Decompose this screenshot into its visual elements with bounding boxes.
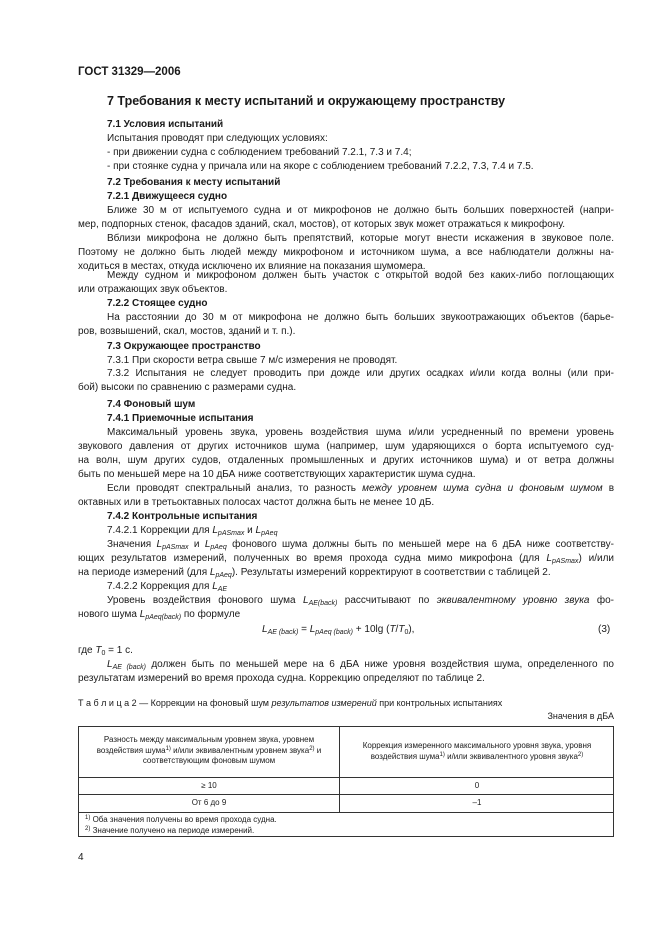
- paragraph-line: Уровень воздействия фонового шума $L_{AE(back)}$ рассчитывают по эквивалентному уровню звука фо-: [107, 595, 615, 607]
- where-clause: где $T_0 = 1$ с.: [78, 645, 133, 657]
- paragraph-line: Значения $L_{pASmax}$ и $L_{pAeq}$ фонового шума должны быть по меньшей мере на 6 дБА ниже соответству-: [107, 539, 614, 551]
- heading-7-4-2-2: 7.4.2.2 Коррекция для $L_{AE}$: [107, 581, 228, 593]
- paragraph-line: ров, возвышений, скал, мостов, зданий и т. п.).: [78, 326, 296, 337]
- paragraph-line: бой) высоки по сравнению с размерами судна.: [78, 382, 297, 393]
- table-cell: От 6 до 9: [191, 798, 227, 807]
- table-footnote-1: $^{1)}$ Оба значения получены во время прохода судна.: [85, 815, 277, 824]
- table-header-difference: Разность между максимальным уровнем звука, уровнем воздействия шума$^{1)}$ и/или эквивалентным уровнем звука$^{2)}$ и соответствующим фоновым шумом: [96, 735, 322, 765]
- paragraph-line: на периоде измерений (для $L_{pAeq}$). Результаты измерений корректируют в соответствии с таблицей 2.: [78, 567, 551, 579]
- paragraph-line: нового шума $L_{pAeq(back)}$ по формуле: [78, 609, 241, 621]
- heading-7-4-2-1: 7.4.2.1 Коррекции для $L_{pASmax}$ и $L_{pAeq}$: [107, 525, 278, 537]
- table-cell: 0: [474, 781, 480, 790]
- paragraph-line: На расстоянии до 30 м от микрофона не должно быть больших звукоотражающих объектов (барье-: [107, 312, 614, 323]
- table-divider: [79, 794, 613, 795]
- heading-7-4-1: 7.4.1 Приемочные испытания: [107, 413, 254, 424]
- table-cell: ≥ 10: [201, 781, 217, 790]
- table-divider: [79, 812, 613, 813]
- paragraph-line: 7.3.2 Испытания не следует проводить при дожде или других осадках и/или когда волны (или при-: [107, 368, 614, 379]
- paragraph-line: или отражающих звук объектов.: [78, 284, 228, 295]
- paragraph-line: Максимальный уровень звука, уровень воздействия шума и/или усредненный по времени уровень: [107, 427, 614, 438]
- table-caption: Т а б л и ц а 2 — Коррекции на фоновый шум результатов измерений при контрольных испытаниях: [78, 698, 503, 708]
- heading-7-2-2: 7.2.2 Стоящее судно: [107, 298, 208, 309]
- paragraph-line: октавных или в третьоктавных полосах частот должна быть не менее 10 дБ.: [78, 497, 435, 508]
- paragraph-line: Вблизи микрофона не должно быть препятствий, которые могут внести искажения в звуковое поле.: [107, 233, 614, 244]
- paragraph-line: $L_{AE (back)}$ должен быть по меньшей мере на 6 дБА ниже уровня воздействия шума, определенного по: [107, 659, 614, 671]
- paragraph-line: Если проводят спектральный анализ, то разность между уровнем шума судна и фоновым шумом в: [107, 483, 615, 494]
- table-divider: [79, 777, 613, 778]
- condition-item-1: - при движении судна с соблюдением требований 7.2.1, 7.3 и 7.4;: [107, 147, 412, 158]
- formula-number: (3): [598, 624, 611, 635]
- formula-3: $L_{AE (back)} = L_{pAeq (back)} + 10\lg$ $(T/T_0)$,: [262, 624, 415, 636]
- paragraph-line: мер, подпорных стенок, фасадов зданий, скал, мостов), от которых звук может отражаться к микрофону.: [78, 219, 566, 230]
- paragraph-line: звукового давления от других источников шума (например, шум ударяющихся о борта испытуемого суд-: [78, 441, 614, 452]
- heading-7-4: 7.4 Фоновый шум: [107, 399, 196, 410]
- paragraph-line: ющих результатов измерений, полученных во время прохода судна мимо микрофона (для $L_{pASmax}$) и/или: [78, 553, 614, 565]
- paragraph-line: ходиться в местах, откуда исключено их влияние на показания шумомера.: [78, 261, 426, 272]
- paragraph-line: быть по меньшей мере на 10 дБА ниже соответствующих характеристик шума судна.: [78, 469, 476, 480]
- paragraph-line: Поэтому не должно быть людей между микрофоном и источником шума, а все наблюдатели должны на-: [78, 247, 614, 258]
- table-cell: –1: [472, 798, 482, 807]
- heading-7-3: 7.3 Окружающее пространство: [107, 341, 261, 352]
- table-footnote-2: $^{2)}$ Значение получено на периоде измерений.: [85, 826, 255, 835]
- section-title: 7 Требования к месту испытаний и окружающему пространству: [107, 94, 506, 108]
- paragraph-line: Между судном и микрофоном должен быть участок с открытой водой без каких-либо поглощающих: [107, 270, 614, 281]
- heading-7-4-2: 7.4.2 Контрольные испытания: [107, 511, 258, 522]
- paragraph-line: на волн, шум других судов, отдаленных промышленных и других источников шума) и от ветра должны: [78, 455, 614, 466]
- heading-7-2-1: 7.2.1 Движущееся судно: [107, 191, 228, 202]
- page-number: 4: [78, 852, 84, 863]
- heading-7-2: 7.2 Требования к месту испытаний: [107, 177, 281, 188]
- corrections-table: [78, 726, 614, 837]
- paragraph-line: результатам измерений во время прохода судна. Коррекцию определяют по таблице 2.: [78, 673, 485, 684]
- table-units: Значения в дБА: [547, 711, 614, 721]
- table-header-correction: Коррекция измеренного максимального уровня звука, уровня воздействия шума$^{1)}$ и/или эквивалентного уровня звука$^{2)}$: [362, 741, 592, 761]
- heading-7-1: 7.1 Условия испытаний: [107, 119, 224, 130]
- condition-item-2: - при стоянке судна у причала или на якоре с соблюдением требований 7.2.2, 7.3, 7.4 и 7.5.: [107, 161, 534, 172]
- conditions-intro: Испытания проводят при следующих условиях:: [107, 133, 328, 144]
- paragraph-line: Ближе 30 м от испытуемого судна и от микрофонов не должно быть больших поверхностей (напри-: [107, 205, 614, 216]
- paragraph-7-3-1: 7.3.1 При скорости ветра свыше 7 м/с измерения не проводят.: [107, 355, 398, 366]
- document-header: ГОСТ 31329—2006: [78, 66, 181, 78]
